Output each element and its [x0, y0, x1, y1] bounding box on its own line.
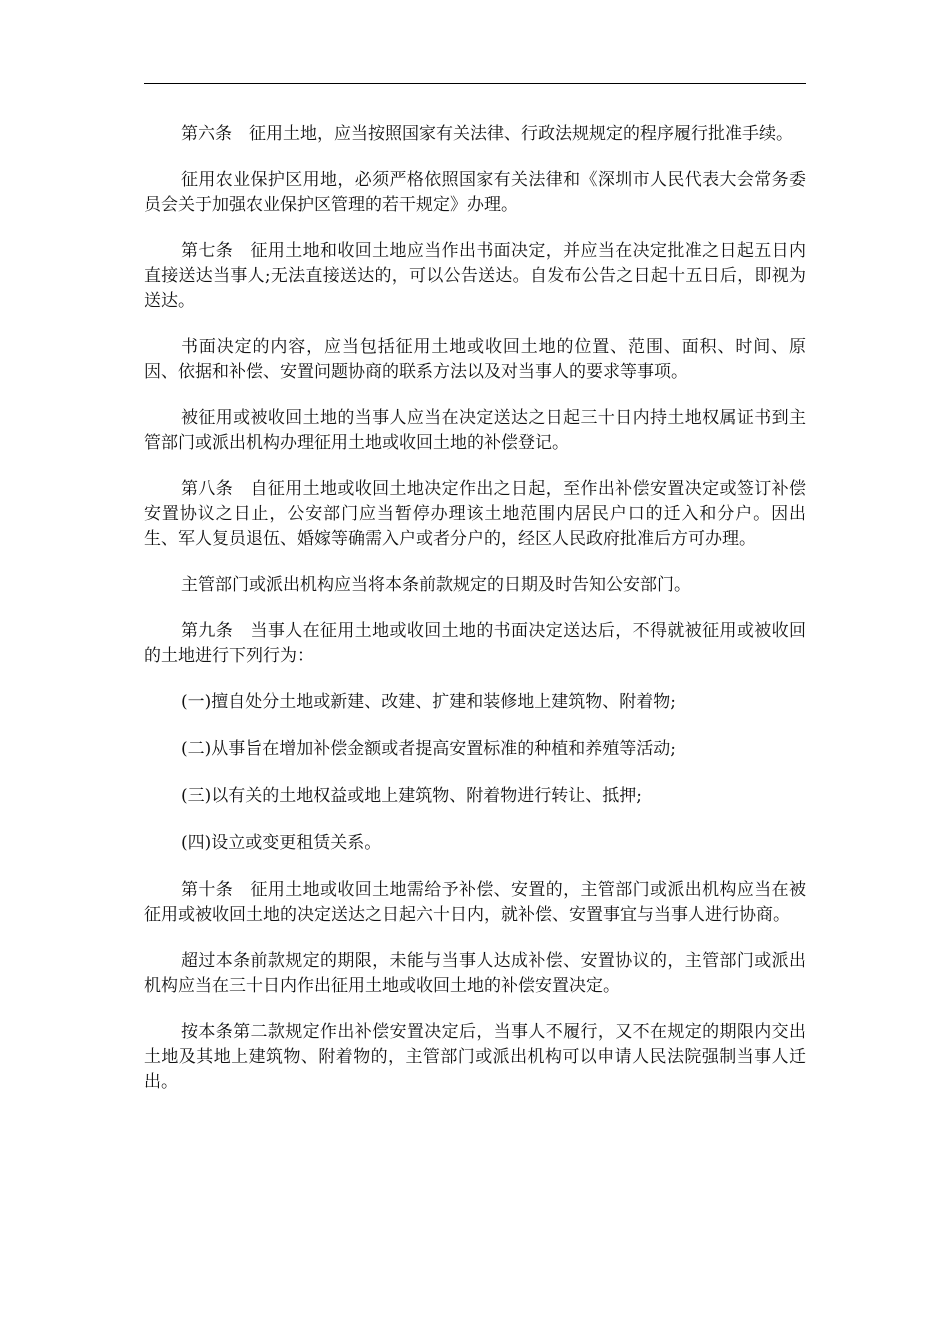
paragraph-article-6: 第六条 征用土地，应当按照国家有关法律、行政法规规定的程序履行批准手续。 [181, 124, 793, 144]
list-item: (二)从事旨在增加补偿金额或者提高安置标准的种植和养殖等活动; [181, 739, 676, 759]
paragraph-article-8-clause-2: 主管部门或派出机构应当将本条前款规定的日期及时告知公安部门。 [181, 575, 691, 595]
paragraph-article-10-clause-3: 按本条第二款规定作出补偿安置决定后，当事人不履行，又不在规定的期限内交出土地及其地上建筑物、附着物的，主管部门或派出机构可以申请人民法院强制当事人迁出。 [144, 1022, 806, 1092]
paragraph-article-10: 第十条 征用土地或收回土地需给予补偿、安置的，主管部门或派出机构应当在被征用或被收回土地的决定送达之日起六十日内，就补偿、安置事宜与当事人进行协商。 [144, 880, 806, 925]
list-item: (四)设立或变更租赁关系。 [181, 833, 382, 853]
paragraph-article-10-clause-2: 超过本条前款规定的期限，未能与当事人达成补偿、安置协议的，主管部门或派出机构应当在三十日内作出征用土地或收回土地的补偿安置决定。 [144, 951, 806, 996]
paragraph-article-7-clause-3: 被征用或被收回土地的当事人应当在决定送达之日起三十日内持土地权属证书到主管部门或派出机构办理征用土地或收回土地的补偿登记。 [144, 408, 806, 453]
list-item: (一)擅自处分土地或新建、改建、扩建和装修地上建筑物、附着物; [181, 692, 676, 712]
paragraph-article-9: 第九条 当事人在征用土地或收回土地的书面决定送达后，不得就被征用或被收回的土地进行下列行为： [144, 621, 806, 666]
paragraph-article-7: 第七条 征用土地和收回土地应当作出书面决定，并应当在决定批准之日起五日内直接送达当事人;无法直接送达的，可以公告送达。自发布公告之日起十五日后，即视为送达。 [144, 241, 806, 311]
list-item: (三)以有关的土地权益或地上建筑物、附着物进行转让、抵押; [181, 786, 642, 806]
paragraph-article-7-clause-2: 书面决定的内容，应当包括征用土地或收回土地的位置、范围、面积、时间、原因、依据和补偿、安置问题协商的联系方法以及对当事人的要求等事项。 [144, 337, 806, 382]
paragraph-article-8: 第八条 自征用土地或收回土地决定作出之日起，至作出补偿安置决定或签订补偿安置协议之日止，公安部门应当暂停办理该土地范围内居民户口的迁入和分户。因出生、军人复员退伍、婚嫁等确需入户或者分户的，经区人民政府批准后方可办理。 [144, 479, 806, 549]
header-rule [144, 83, 806, 84]
document-body [144, 122, 806, 1116]
paragraph-article-6-clause-2: 征用农业保护区用地，必须严格依照国家有关法律和《深圳市人民代表大会常务委员会关于加强农业保护区管理的若干规定》办理。 [144, 170, 806, 215]
